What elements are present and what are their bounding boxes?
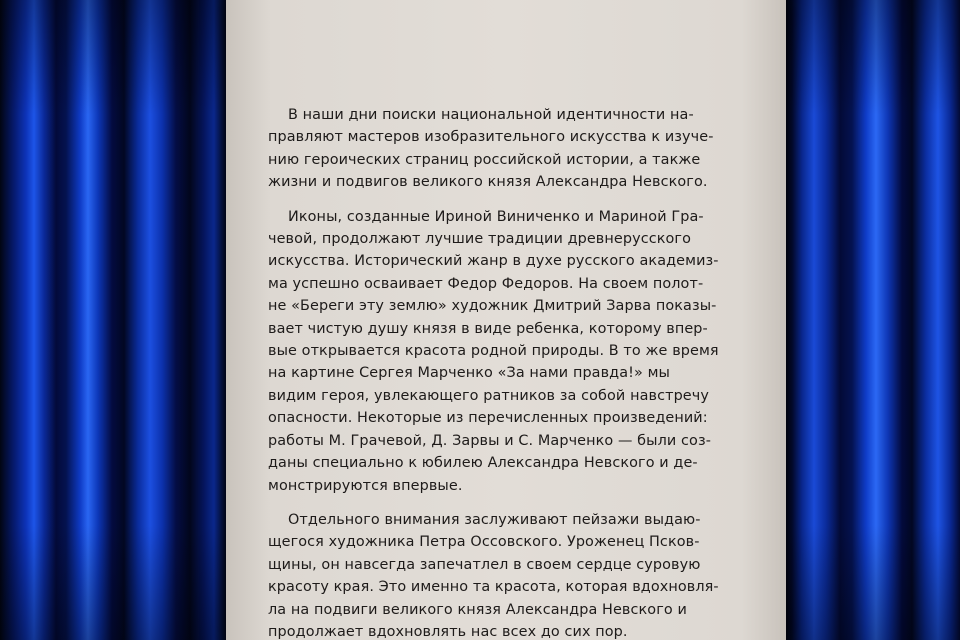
text-line: правляют мастеров изобразительного искусства к изуче-	[268, 129, 714, 146]
text-line: щины, он навсегда запечатлел в своем сердце суровую	[268, 556, 701, 573]
text-line: красоту края. Это именно та красота, которая вдохновля-	[268, 579, 719, 596]
text-line: продолжает вдохновлять нас всех до сих пор.	[268, 623, 628, 640]
text-line: В наши дни поиски национальной идентичности на-	[288, 107, 694, 123]
text-line: ма успешно осваивает Федор Федоров. На своем полот-	[268, 275, 704, 292]
text-line: даны специально к юбилею Александра Невского и де-	[268, 455, 698, 472]
text-line: чевой, продолжают лучшие традиции древнерусского	[268, 231, 691, 248]
text-line: вает чистую душу князя в виде ребенка, которому впер-	[268, 320, 708, 337]
text-line: опасности. Некоторые из перечисленных произведений:	[268, 410, 708, 427]
text-line: жизни и подвигов великого князя Александра Невского.	[268, 174, 708, 191]
paragraph-3	[268, 509, 756, 640]
text-line: искусства. Исторический жанр в духе русского академиз-	[268, 253, 719, 270]
text-line: щегося художника Петра Оссовского. Уроженец Псков-	[268, 534, 700, 551]
paragraph-2	[268, 206, 756, 497]
text-line: Отдельного внимания заслуживают пейзажи выдаю-	[288, 511, 701, 528]
text-panel	[226, 0, 786, 640]
text-line: вые открывается красота родной природы. В то же время	[268, 343, 719, 360]
right-blue-curtain	[784, 0, 960, 640]
text-line: монстрируются впервые.	[268, 477, 463, 494]
text-line: Иконы, созданные Ириной Виниченко и Мариной Гра-	[288, 208, 704, 225]
text-line: нию героических страниц российской истории, а также	[268, 151, 701, 168]
text-line: не «Береги эту землю» художник Дмитрий Зарва показы-	[268, 298, 717, 315]
text-line: видим героя, увлекающего ратников за собой навстречу	[268, 387, 709, 404]
text-line: работы М. Грачевой, Д. Зарвы и С. Марченко — были соз-	[268, 432, 711, 449]
text-line: на картине Сергея Марченко «За нами правда!» мы	[268, 365, 671, 382]
text-line: ла на подвиги великого князя Александра Невского и	[268, 601, 687, 618]
left-blue-curtain	[0, 0, 232, 640]
panel-text-block	[268, 104, 756, 640]
paragraph-1	[268, 104, 756, 194]
